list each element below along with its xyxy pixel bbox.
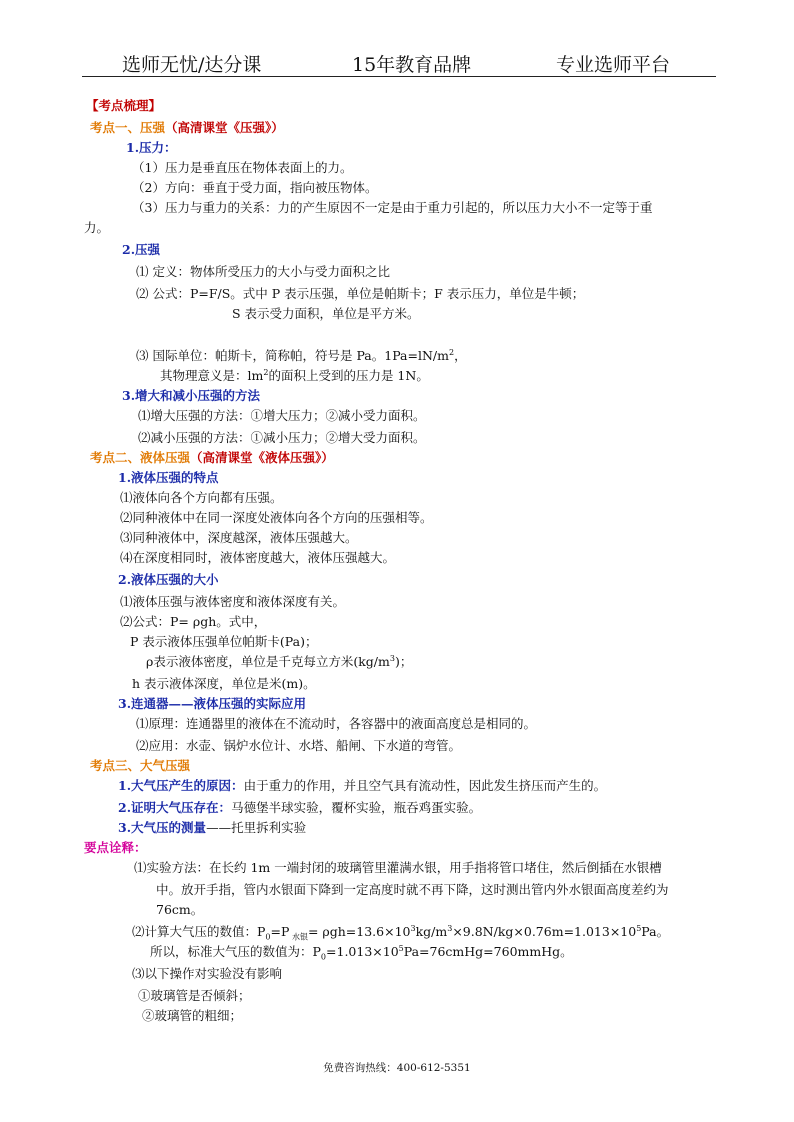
topic1-item3-line: ⑴增大压强的方法：①增大压力；②减小受力面积。: [138, 408, 426, 423]
notes-op-item: ①玻璃管是否倾斜；: [138, 988, 251, 1003]
calc-text: =P: [270, 924, 290, 939]
topic3-line1: [118, 778, 606, 794]
topic2-item1-line: ⑶同种液体中，深度越深，液体压强越大。: [120, 530, 358, 545]
calc-sub: 水银: [289, 932, 308, 942]
topic2-item2-line: P 表示液体压强单位帕斯卡(Pa)；: [130, 634, 318, 649]
topic3-line2-text: 马德堡半球实验，覆杯实验，瓶吞鸡蛋实验。: [231, 800, 482, 815]
page-header: [82, 46, 716, 77]
topic2-item2-line: ⑵公式：P= ρgh。式中，: [120, 614, 267, 629]
topic2-item3-line: ⑵应用：水壶、锅炉水位计、水塔、船闸、下水道的弯管。: [136, 738, 462, 753]
std-sup: 5: [398, 943, 404, 953]
header-center: 15年教育品牌: [352, 54, 472, 76]
notes-ops-title: ⑶以下操作对实验没有影响: [132, 966, 283, 981]
meaning-sup: 2: [263, 367, 269, 377]
meaning-text-end: 的面积上受到的压力是 1N。: [268, 368, 429, 383]
topic1-item2-line: ⑵ 公式：P=F/S。式中 P 表示压强，单位是帕斯卡；F 表示压力，单位是牛顿；: [136, 286, 585, 301]
topic1-item2-line: S 表示受力面积，单位是平方米。: [232, 306, 420, 321]
calc-text: = ρgh=13.6×10: [307, 924, 411, 939]
topic1-item1-line: （3）压力与重力的关系：力的产生原因不一定是由于重力引起的，所以压力大小不一定等于重: [132, 200, 653, 215]
topic2-item2-title: 2.液体压强的大小: [118, 572, 219, 587]
std-text: 所以，标准大气压的数值为：P: [150, 944, 321, 959]
section-title: 【考点梳理】: [86, 98, 162, 113]
rho-text-end: )；: [394, 654, 413, 669]
footer-hotline: 免费咨询热线：400-612-5351: [323, 1062, 471, 1074]
notes-op-item: ②玻璃管的粗细；: [142, 1008, 243, 1023]
topic2-h-line: h 表示液体深度，单位是米(m)。: [132, 676, 316, 691]
topic2-heading-sub: （高清课堂《液体压强》）: [190, 450, 334, 465]
topic1-meaning-line: [160, 368, 429, 384]
topic1-item2-title: 2.压强: [122, 242, 161, 257]
calc-sup: 3: [447, 923, 453, 933]
topic1-item3-line: ⑵减小压强的方法：①减小压力；②增大受力面积。: [138, 430, 426, 445]
rho-sup: 3: [389, 653, 395, 663]
topic1-heading-sub: （高清课堂《压强》）: [165, 120, 284, 135]
calc-sup: 3: [410, 923, 416, 933]
topic3-line1-title: 1.大气压产生的原因：: [118, 778, 244, 793]
notes-heading: 要点诠释：: [84, 840, 147, 855]
topic2-item3-line: ⑴原理：连通器里的液体在不流动时，各容器中的液面高度总是相同的。: [136, 716, 537, 731]
topic3-line3-text: ——托里拆利实验: [206, 820, 307, 835]
header-left: 选师无忧/达分课: [122, 54, 262, 76]
topic1-heading: [90, 120, 284, 136]
std-text: =1.013×10: [326, 944, 399, 959]
topic3-line2: [118, 800, 481, 816]
calc-text: kg/m: [415, 924, 448, 939]
notes-method-line: 76cm。: [156, 902, 204, 917]
calc-sup: 5: [636, 923, 642, 933]
topic2-heading: [90, 450, 334, 466]
notes-method-line: 中。放开手指，管内水银面下降到一定高度时就不再下降，这时测出管内外水银面高度差约为: [156, 882, 669, 897]
topic2-item2-line: ⑴液体压强与液体密度和液体深度有关。: [120, 594, 346, 609]
topic1-heading-main: 考点一、压强: [90, 120, 166, 135]
calc-text: Pa。: [641, 924, 670, 939]
topic1-item1-line: （1）压力是垂直压在物体表面上的力。: [132, 160, 353, 175]
topic1-item2-line: ⑴ 定义：物体所受压力的大小与受力面积之比: [136, 264, 390, 279]
topic1-item1-title: 1.压力：: [126, 140, 177, 155]
notes-calc-line: [132, 924, 669, 940]
topic2-item1-line: ⑵同种液体中在同一深度处液体向各个方向的压强相等。: [120, 510, 433, 525]
rho-text: ρ表示液体密度，单位是千克每立方米(kg/m: [146, 654, 390, 669]
topic2-heading-main: 考点二、液体压强: [90, 450, 191, 465]
topic2-rho-line: [146, 654, 412, 670]
topic2-item1-line: ⑷在深度相同时，液体密度越大，液体压强越大。: [120, 550, 396, 565]
topic1-unit-line: [136, 348, 467, 364]
unit-text-end: ，: [454, 348, 467, 363]
unit-text: ⑶ 国际单位：帕斯卡，简称帕，符号是 Pa。1Pa=lN/m: [136, 348, 449, 363]
std-sub: 0: [320, 952, 327, 962]
topic2-item3-title: 3.连通器——液体压强的实际应用: [118, 696, 307, 711]
topic2-item1-title: 1.液体压强的特点: [118, 470, 219, 485]
topic1-item1-line: （2）方向：垂直于受力面，指向被压物体。: [132, 180, 378, 195]
notes-std-line: [150, 944, 573, 960]
std-text: Pa=76cmHg=760mmHg。: [403, 944, 573, 959]
topic3-line2-title: 2.证明大气压存在：: [118, 800, 232, 815]
calc-sub: 0: [265, 932, 271, 942]
topic3-heading: 考点三、大气压强: [90, 758, 191, 773]
calc-text: ⑵计算大气压的数值：P: [132, 924, 266, 939]
calc-text: ×9.8N/kg×0.76m=1.013×10: [452, 924, 637, 939]
meaning-text: 其物理意义是：lm: [160, 368, 264, 383]
topic3-line3: [118, 820, 306, 836]
header-right: 专业选师平台: [556, 54, 671, 76]
topic1-item1-line: 力。: [84, 220, 110, 235]
topic3-line3-title: 3.大气压的测量: [118, 820, 207, 835]
topic2-item1-line: ⑴液体向各个方向都有压强。: [120, 490, 283, 505]
topic3-line1-text: 由于重力的作用，并且空气具有流动性，因此发生挤压而产生的。: [243, 778, 607, 793]
notes-method-line: ⑴实验方法：在长约 1m 一端封闭的玻璃管里灌满水银，用手指将管口堵住，然后倒插在水银槽: [134, 860, 662, 875]
topic1-item3-title: 3.增大和减小压强的方法: [122, 388, 261, 403]
unit-sup: 2: [448, 347, 455, 357]
